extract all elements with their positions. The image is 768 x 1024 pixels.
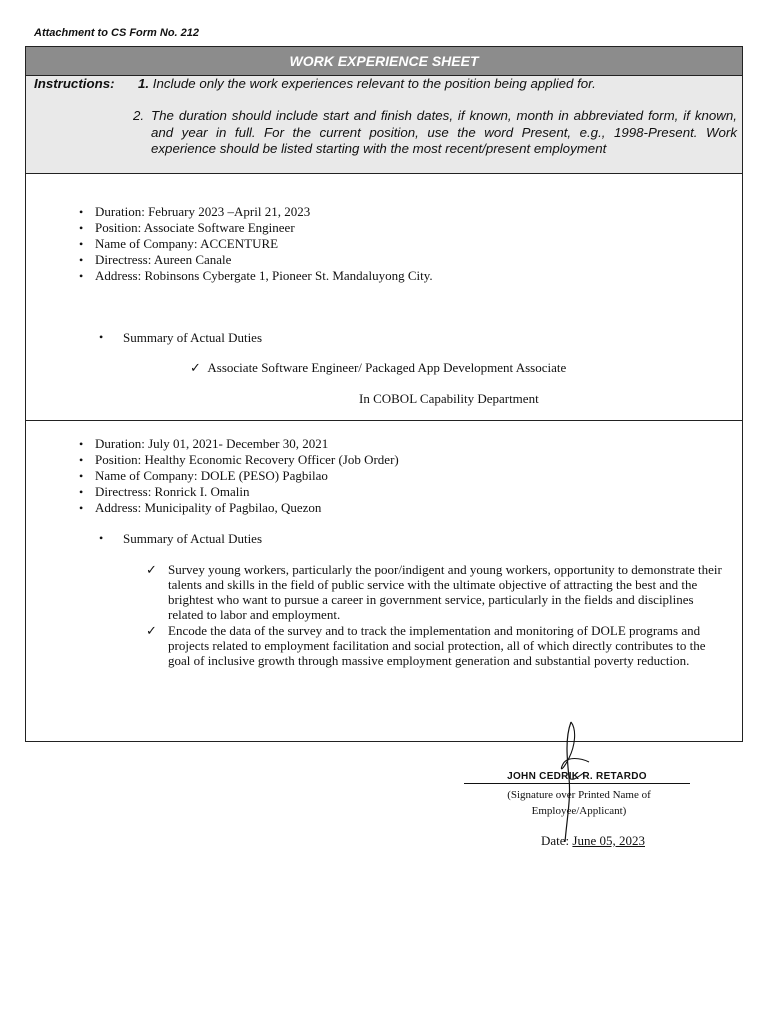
entry-2-duty-1 xyxy=(146,562,726,622)
entry-2-position: • Position: Healthy Economic Recovery Officer (Job Order) xyxy=(76,452,716,468)
signature-date xyxy=(541,833,645,849)
entry-2-details xyxy=(76,436,716,516)
instruction-1-text: Include only the work experiences relevant to the position being applied for. xyxy=(152,76,596,91)
entry-2-directress: • Directress: Ronrick I. Omalin xyxy=(76,484,716,500)
entry-2-summary-text: Summary of Actual Duties xyxy=(123,531,263,546)
checkmark-icon: ✓ xyxy=(190,360,201,375)
date-value: June 05, 2023 xyxy=(572,833,645,848)
signature-line xyxy=(464,783,690,784)
handwritten-signature xyxy=(545,718,595,846)
entry-1-directress: • Directress: Aureen Canale xyxy=(76,252,716,268)
checkmark-icon: ✓ xyxy=(146,623,157,638)
entry-1-company: • Name of Company: ACCENTURE xyxy=(76,236,716,252)
instruction-2 xyxy=(133,108,737,158)
entry-1-summary-text: Summary of Actual Duties xyxy=(123,330,263,345)
instruction-1-number: 1. xyxy=(138,76,150,91)
entry-2-address: • Address: Municipality of Pagbilao, Quezon xyxy=(76,500,716,516)
entry-2-duration: • Duration: July 01, 2021- December 30, 2021 xyxy=(76,436,716,452)
instructions-label: Instructions: xyxy=(34,76,115,91)
entry-2-duty-2 xyxy=(146,623,726,668)
entry-1-details xyxy=(76,204,716,284)
instruction-2-text: The duration should include start and finish dates, if known, month in abbreviated form, if known, and year in full. For the current position, use the word Present, e.g., 1998-Present. Work experience should be listed starting with the most recent/present employment xyxy=(151,108,737,156)
entry-1-duty-1-text: Associate Software Engineer/ Packaged App Development Associate xyxy=(207,360,567,375)
sheet-title: WORK EXPERIENCE SHEET xyxy=(26,47,742,76)
entry-1-summary-label xyxy=(123,330,262,346)
instructions-panel xyxy=(26,76,742,174)
date-label: Date: xyxy=(541,833,570,848)
entry-1-duration: • Duration: February 2023 –April 21, 2023 xyxy=(76,204,716,220)
entry-2-company: • Name of Company: DOLE (PESO) Pagbilao xyxy=(76,468,716,484)
entry-1-duty-1 xyxy=(190,360,566,376)
signature-caption-line-2: Employee/Applicant) xyxy=(531,805,627,817)
entry-2-summary-label xyxy=(123,531,262,547)
entry-2-duty-1-text: Survey young workers, particularly the poor/indigent and young workers, opportunity to demonstrate their talents and skills in the field of public service with the ultimate objective of attracting the best and the brightest who want to pursue a career in government service, particularly in the fields and disciplines related to labor and employment. xyxy=(168,562,722,622)
entry-1-duty-1-continued: In COBOL Capability Department xyxy=(359,391,539,406)
attachment-label: Attachment to CS Form No. 212 xyxy=(34,27,200,39)
applicant-name: JOHN CEDRIK R. RETARDO xyxy=(507,771,647,782)
signature-caption xyxy=(494,787,664,819)
signature-caption-line-1: (Signature over Printed Name of xyxy=(507,789,651,801)
instruction-2-number: 2. xyxy=(133,108,145,123)
entry-1-address: • Address: Robinsons Cybergate 1, Pioneer St. Mandaluyong City. xyxy=(76,268,716,284)
instruction-1 xyxy=(138,76,596,91)
entry-separator xyxy=(26,420,742,421)
entry-2-duty-2-text: Encode the data of the survey and to track the implementation and monitoring of DOLE programs and projects related to employment facilitation and social protection, all of which directly contributes to the goal of inclusive growth through massive employment generation and substantial poverty reduction. xyxy=(168,623,706,668)
entry-1-position: • Position: Associate Software Engineer xyxy=(76,220,716,236)
checkmark-icon: ✓ xyxy=(146,562,157,577)
